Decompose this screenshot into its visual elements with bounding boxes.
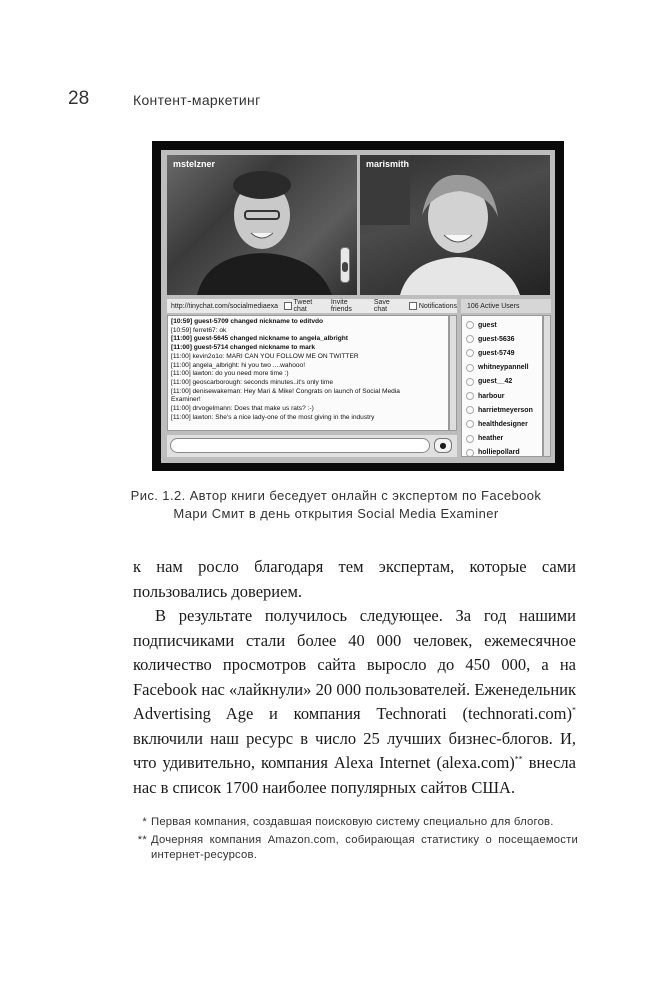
- user-list-item[interactable]: [462, 432, 542, 446]
- invite-friends-link[interactable]: Invite friends: [330, 299, 352, 313]
- user-status-icon: [466, 392, 474, 400]
- chat-message: Examiner!: [171, 396, 201, 404]
- figure-caption: [100, 487, 572, 523]
- chat-message: [11:00] guest-5714 changed nickname to mark: [171, 344, 316, 352]
- person-right-silhouette: [360, 155, 550, 295]
- user-name: harbour: [478, 392, 505, 400]
- video-feed-left: [167, 155, 357, 295]
- user-name: heather: [478, 435, 504, 443]
- user-status-icon: [466, 335, 474, 343]
- tweet-chat-checkbox[interactable]: Tweet chat: [284, 299, 325, 313]
- chat-message: [10:59] guest-5709 changed nickname to editvdo: [171, 318, 324, 325]
- video-label-right: marismith: [366, 159, 410, 169]
- save-chat-link[interactable]: Save chat: [373, 299, 390, 313]
- chat-input-bar: [167, 435, 457, 457]
- video-feed-right: [360, 155, 550, 295]
- user-list-item[interactable]: [462, 389, 542, 403]
- user-list: [461, 315, 543, 457]
- footnote-ref-2: **: [514, 754, 523, 764]
- footnote-ref-1: *: [572, 705, 576, 715]
- chat-message: [11:00] drvogelmann: Does that make us rats? :-): [171, 405, 314, 413]
- footnotes: [133, 815, 578, 866]
- chat-message: [11:00] denisewakeman: Hey Mari & Mike! Congrats on launch of Social Media: [171, 387, 400, 395]
- user-name: healthdesigner: [478, 420, 528, 428]
- chat-log: [167, 315, 449, 431]
- user-status-icon: [466, 449, 474, 457]
- body-text: [133, 555, 576, 800]
- user-status-icon: [466, 364, 474, 372]
- user-list-item[interactable]: [462, 332, 542, 346]
- chat-message: [11:00] guest-5645 changed nickname to angela_albright: [171, 335, 348, 343]
- chat-message: [10:59] ferret67: ok: [171, 326, 227, 334]
- user-list-item[interactable]: [462, 403, 542, 417]
- user-status-icon: [466, 378, 474, 386]
- chat-toolbar: [167, 299, 457, 313]
- user-name: holliepollard: [478, 449, 520, 457]
- chat-bubble-icon: ●: [439, 441, 447, 450]
- volume-slider[interactable]: [340, 247, 350, 283]
- chat-message: [11:00] geoscarborough: seconds minutes..it's only time: [171, 378, 334, 386]
- user-status-icon: [466, 406, 474, 414]
- paragraph-1: к нам росло благодаря тем экспертам, которые сами пользовались доверием.: [133, 557, 576, 601]
- video-label-left: mstelzner: [173, 159, 216, 169]
- paragraph-2: В результате получилось следующее. За год нашими подписчиками стали более 40 000 человек, ежемесячное количество просмотров сайта выросло до 450 000, а на Facebook нас «лайкнули» 20 000 пользователей. Еженедельник Advertising Age и компания Technorati (technorati.com)* включили наш ресурс в число 25 лучших бизнес-блогов. И, что удивительно, компания Alexa Internet (alexa.com)** внесла нас в список 1700 наиболее популярных сайтов США.: [133, 606, 576, 797]
- user-name: guest-5636: [478, 335, 515, 343]
- user-list-item[interactable]: [462, 346, 542, 360]
- chat-message: [11:00] kevin2o1o: MARI CAN YOU FOLLOW ME ON TWITTER: [171, 352, 359, 360]
- caption-line-1: Рис. 1.2. Автор книги беседует онлайн с экспертом по Facebook: [130, 488, 542, 503]
- chat-app-window: [161, 150, 555, 463]
- user-status-icon: [466, 420, 474, 428]
- user-name: whitneypannell: [478, 364, 529, 372]
- footnote-2: ** Дочерняя компания Amazon.com, собирающая статистику о посещаемости интернет-ресурсов.: [137, 834, 578, 861]
- user-status-icon: [466, 435, 474, 443]
- user-list-item[interactable]: [462, 446, 542, 457]
- active-users-header: 106 Active Users: [461, 299, 551, 313]
- user-list-item[interactable]: [462, 318, 542, 332]
- chat-message: [11:00] angela_albright: hi you two ....wahooo!: [171, 361, 306, 369]
- user-list-scrollbar[interactable]: [543, 315, 551, 457]
- figure-screenshot: [152, 141, 564, 471]
- user-name: guest__42: [478, 378, 513, 386]
- user-list-item[interactable]: [462, 361, 542, 375]
- user-status-icon: [466, 321, 474, 329]
- page-number: 28: [68, 88, 90, 109]
- user-name: harrietmeyerson: [478, 406, 533, 414]
- person-left-silhouette: [167, 155, 357, 295]
- chat-message: [11:00] lawton: She's a nice lady-one of the most giving in the industry: [171, 413, 375, 421]
- user-list-item[interactable]: [462, 417, 542, 431]
- chat-message: [11:00] lawton: do you need more time :): [171, 370, 289, 378]
- send-button[interactable]: [434, 438, 452, 453]
- footnote-1: * Первая компания, создавшая поисковую систему специально для блогов.: [142, 816, 554, 828]
- running-head: Контент-маркетинг: [133, 92, 261, 108]
- user-list-item[interactable]: [462, 375, 542, 389]
- user-name: guest-5749: [478, 349, 515, 357]
- chat-scrollbar[interactable]: [449, 315, 457, 431]
- user-status-icon: [466, 349, 474, 357]
- room-url[interactable]: http://tinychat.com/socialmediaexa: [171, 302, 278, 310]
- caption-line-2: Мари Смит в день открытия Social Media Examiner: [173, 506, 499, 521]
- notifications-checkbox[interactable]: Notifications: [409, 302, 457, 310]
- chat-input[interactable]: [170, 438, 430, 453]
- user-name: guest: [478, 321, 497, 329]
